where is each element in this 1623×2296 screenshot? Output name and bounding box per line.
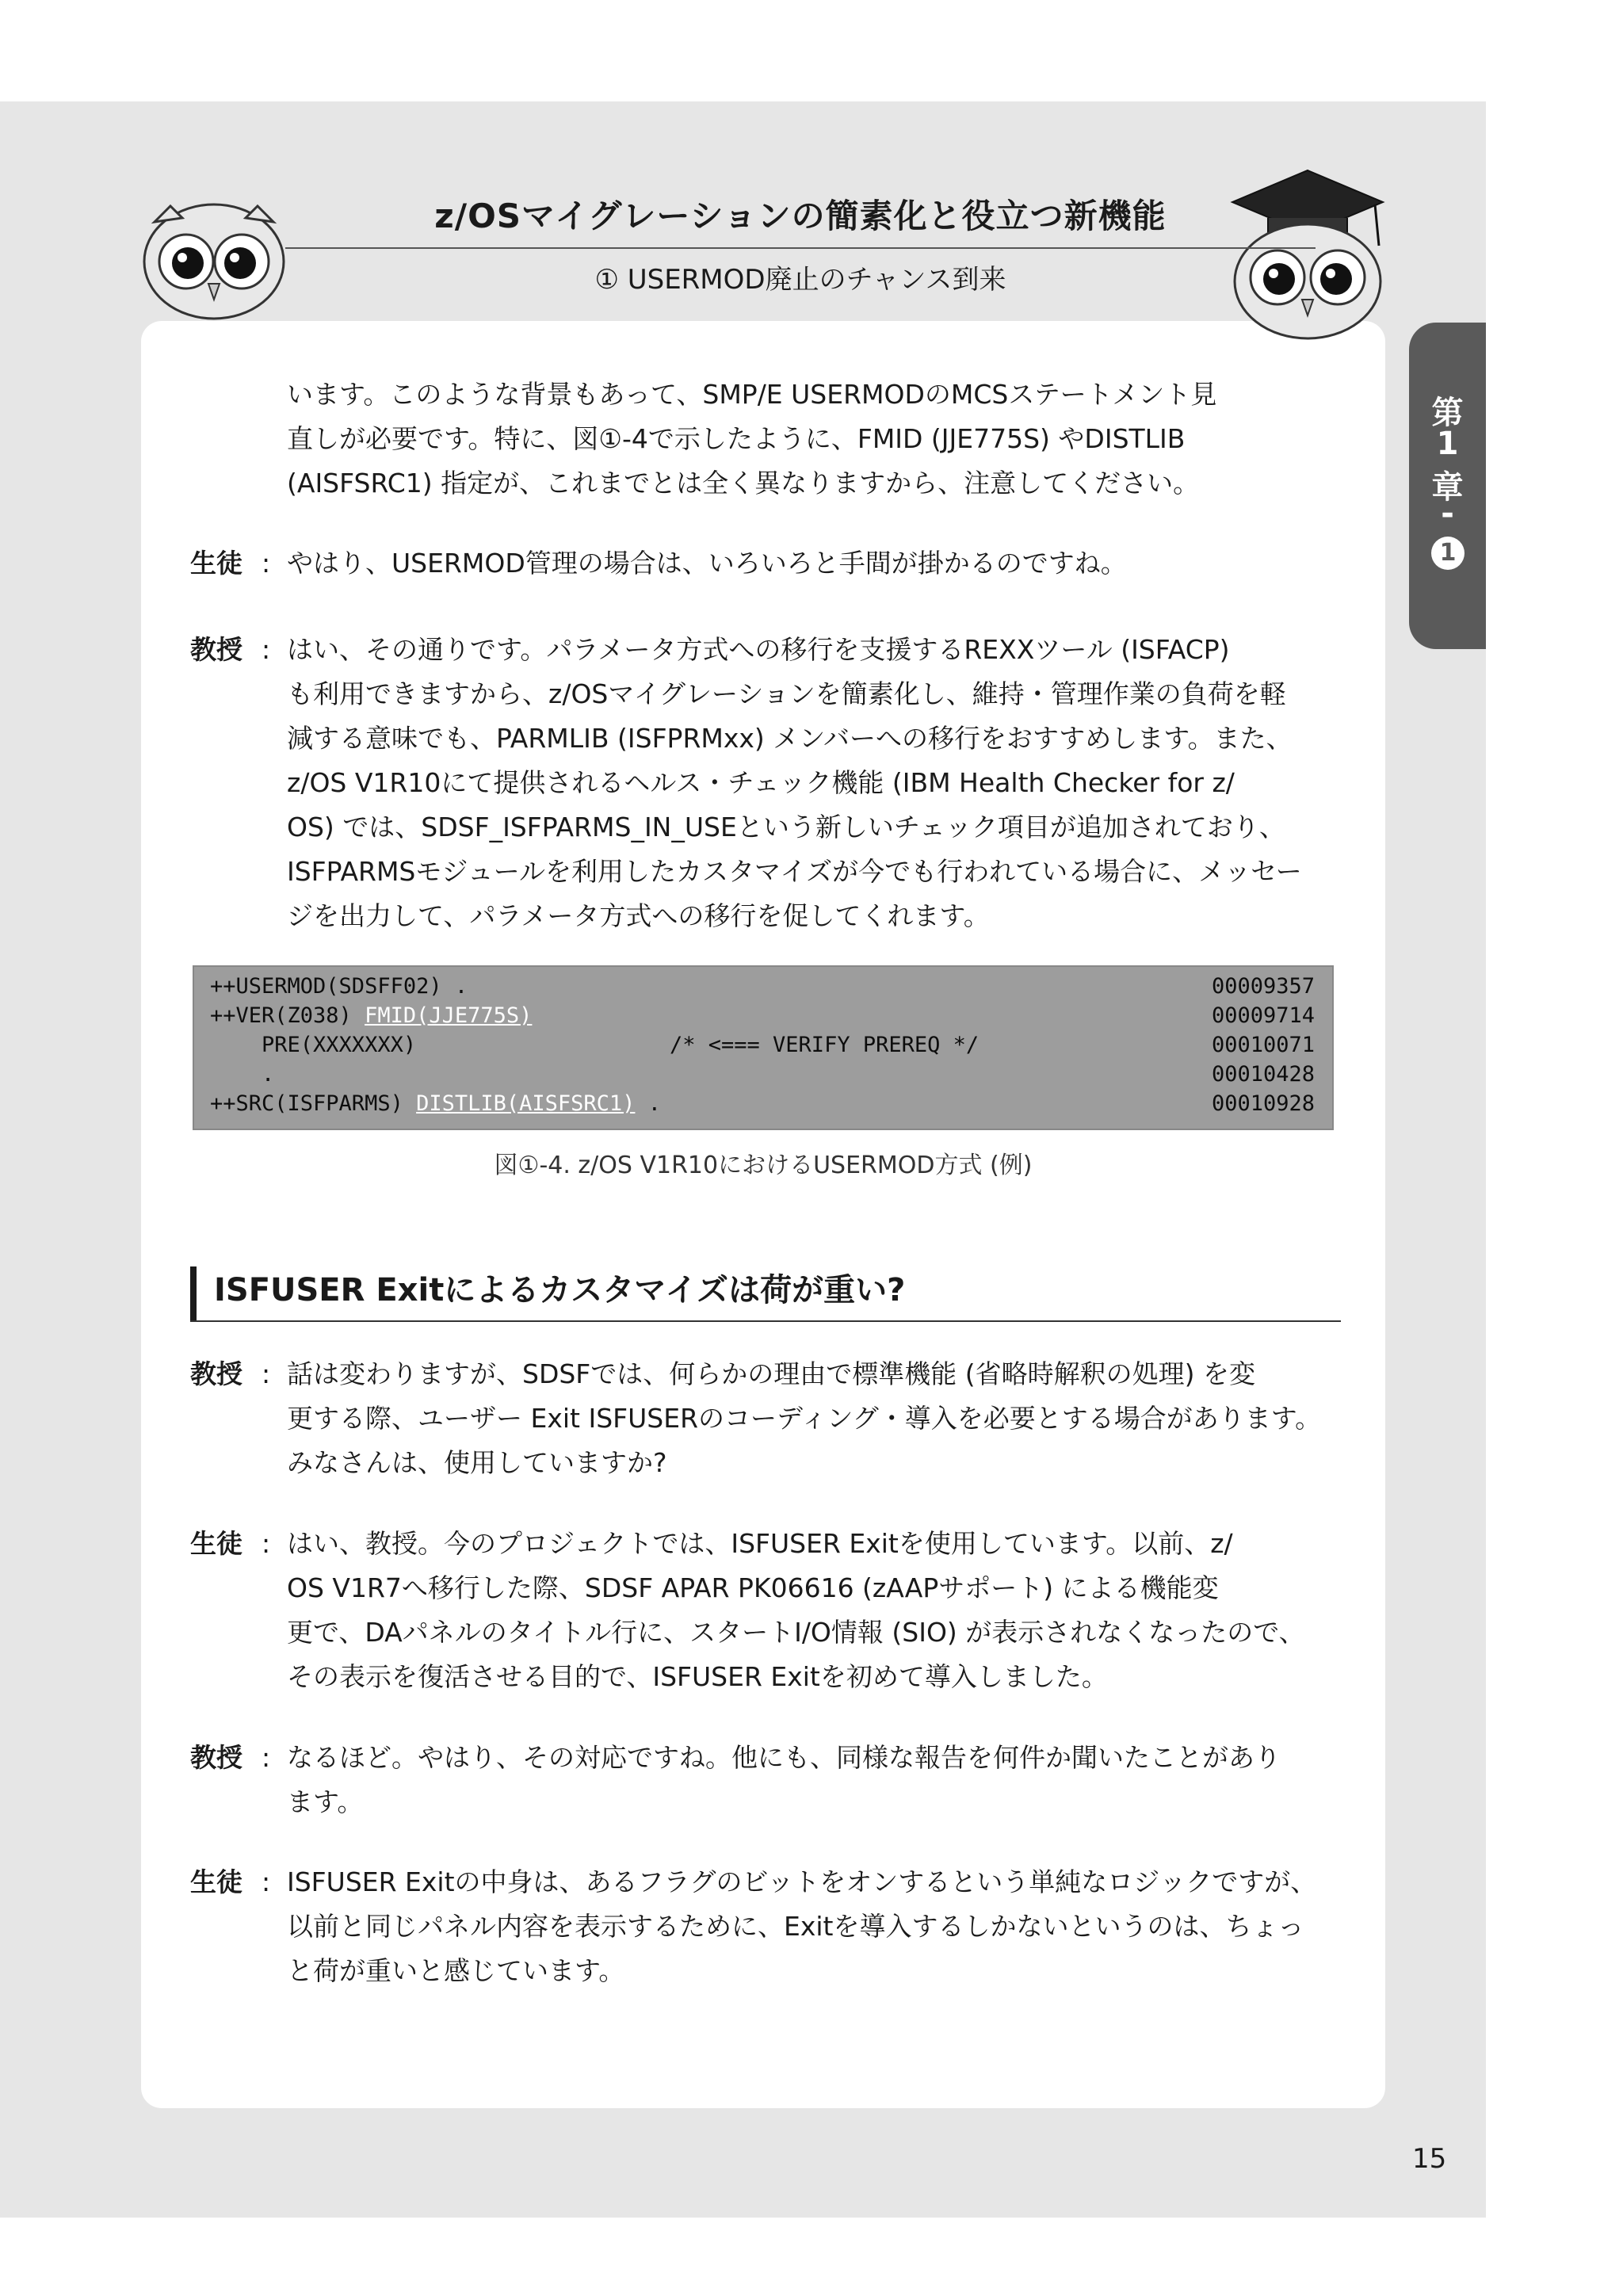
- owl-right-graduate-illustration: [1220, 159, 1395, 349]
- text-line: はい、その通りです。パラメータ方式への移行を支援するREXXツール (ISFACP): [287, 634, 1230, 665]
- section-heading: ISFUSER Exitによるカスタマイズは荷が重い?: [214, 1272, 906, 1308]
- text-line: 話は変わりますが、SDSFでは、何らかの理由で標準機能 (省略時解釈の処理) を変: [287, 1358, 1256, 1389]
- sequence-number: 00009357: [1211, 974, 1315, 999]
- speaker-colon: :: [262, 1358, 271, 1389]
- code-line: .: [210, 1062, 275, 1087]
- chapter-tab-dash: -: [1441, 495, 1454, 532]
- text-line: 直しが必要です。特に、図①-4で示したように、FMID (JJE775S) やDISTLIB: [287, 423, 1186, 454]
- chapter-tab-char: 章: [1431, 469, 1464, 506]
- code-line: ++USERMOD(SDSFF02) .: [210, 974, 468, 999]
- figure-caption: 図①-4. z/OS V1R10におけるUSERMOD方式 (例): [494, 1152, 1033, 1179]
- speaker-label: 教授: [190, 634, 242, 665]
- chapter-tab-number: 1: [1436, 426, 1459, 462]
- dialog-text: [287, 1736, 1341, 1824]
- dialog-text: [287, 1522, 1341, 1699]
- speaker-colon: :: [262, 634, 271, 665]
- text-line: 減する意味でも、PARMLIB (ISFPRMxx) メンバーへの移行をおすすめします。また、: [287, 723, 1293, 754]
- code-fragment: ++SRC(ISFPARMS): [210, 1091, 417, 1116]
- dialog-text: [287, 1860, 1341, 1993]
- speaker-colon: :: [262, 1742, 271, 1773]
- dialog-text: [287, 541, 1341, 586]
- code-fragment: ++VER(Z038): [210, 1003, 365, 1028]
- owl-left-illustration: [139, 190, 289, 325]
- text-line: と荷が重いと感じています。: [287, 1955, 625, 1986]
- text-line: やはり、USERMOD管理の場合は、いろいろと手間が掛かるのですね。: [287, 548, 1127, 579]
- page-header-title: z/OSマイグレーションの簡素化と役立つ新機能: [434, 197, 1167, 235]
- chapter-tab-badge: 1: [1431, 537, 1465, 570]
- intro-paragraph: [287, 372, 1341, 506]
- sequence-number: 00010071: [1211, 1033, 1315, 1057]
- chapter-tab-char: 第: [1431, 395, 1464, 431]
- text-line: ISFPARMSモジュールを利用したカスタマイズが今でも行われている場合に、メッセー: [287, 856, 1302, 887]
- text-line: 以前と同じパネル内容を表示するために、Exitを導入するしかないというのは、ちょっ: [287, 1911, 1304, 1942]
- chapter-tab: [1409, 323, 1486, 649]
- speaker-label: 生徒: [190, 548, 242, 579]
- sequence-number: 00009714: [1211, 1003, 1315, 1028]
- text-line: ジを出力して、パラメータ方式への移行を促してくれます。: [287, 900, 990, 931]
- text-line: みなさんは、使用していますか?: [287, 1447, 667, 1478]
- speaker-label: 教授: [190, 1742, 242, 1773]
- code-line: [210, 1089, 661, 1118]
- speaker-label: 教授: [190, 1358, 242, 1389]
- text-line: なるほど。やはり、その対応ですね。他にも、同様な報告を何件か聞いたことがあり: [287, 1742, 1281, 1773]
- content-panel: [141, 321, 1385, 2108]
- sequence-number: 00010928: [1211, 1091, 1315, 1116]
- text-line: その表示を復活させる目的で、ISFUSER Exitを初めて導入しました。: [287, 1661, 1108, 1692]
- text-line: はい、教授。今のプロジェクトでは、ISFUSER Exitを使用しています。以前、z/: [287, 1528, 1233, 1559]
- page-header-subtitle: ① USERMOD廃止のチャンス到来: [594, 264, 1006, 296]
- sequence-number: 00010428: [1211, 1062, 1315, 1087]
- text-line: います。このような背景もあって、SMP/E USERMODのMCSステートメント見: [287, 379, 1217, 410]
- text-line: も利用できますから、z/OSマイグレーションを簡素化し、維持・管理作業の負荷を軽: [287, 678, 1286, 709]
- speaker-label: 生徒: [190, 1866, 242, 1897]
- text-line: ます。: [287, 1786, 364, 1817]
- speaker-label: 生徒: [190, 1528, 242, 1559]
- text-line: 更する際、ユーザー Exit ISFUSERのコーディング・導入を必要とする場合があります。: [287, 1403, 1322, 1434]
- header-divider: [285, 247, 1316, 249]
- code-highlight-fmid: FMID(JJE775S): [365, 1003, 533, 1028]
- dialog-text: [287, 1352, 1341, 1485]
- code-highlight-distlib: DISTLIB(AISFSRC1): [416, 1091, 636, 1116]
- page-number: 15: [1412, 2143, 1447, 2175]
- text-line: OS) では、SDSF_ISFPARMS_IN_USEという新しいチェック項目が追加されており、: [287, 812, 1285, 842]
- text-line: OS V1R7へ移行した際、SDSF APAR PK06616 (zAAPサポート) による機能変: [287, 1572, 1219, 1603]
- code-line: [210, 1001, 532, 1030]
- code-line: PRE(XXXXXXX): [210, 1033, 417, 1057]
- text-line: (AISFSRC1) 指定が、これまでとは全く異なりますから、注意してください。: [287, 468, 1200, 499]
- speaker-colon: :: [262, 1866, 271, 1897]
- text-line: 更で、DAパネルのタイトル行に、スタートI/O情報 (SIO) が表示されなくなったので、: [287, 1617, 1305, 1648]
- code-fragment: .: [635, 1091, 661, 1116]
- code-figure: [193, 965, 1334, 1130]
- text-line: ISFUSER Exitの中身は、あるフラグのビットをオンするという単純なロジックですが、: [287, 1866, 1317, 1897]
- section-heading-rule: [190, 1320, 1341, 1322]
- speaker-colon: :: [262, 548, 271, 579]
- code-comment: /* <=== VERIFY PREREQ */: [670, 1033, 980, 1057]
- section-heading-bar: [190, 1266, 197, 1320]
- speaker-colon: :: [262, 1528, 271, 1559]
- dialog-text: [287, 628, 1341, 938]
- text-line: z/OS V1R10にて提供されるヘルス・チェック機能 (IBM Health Checker for z/: [287, 767, 1235, 798]
